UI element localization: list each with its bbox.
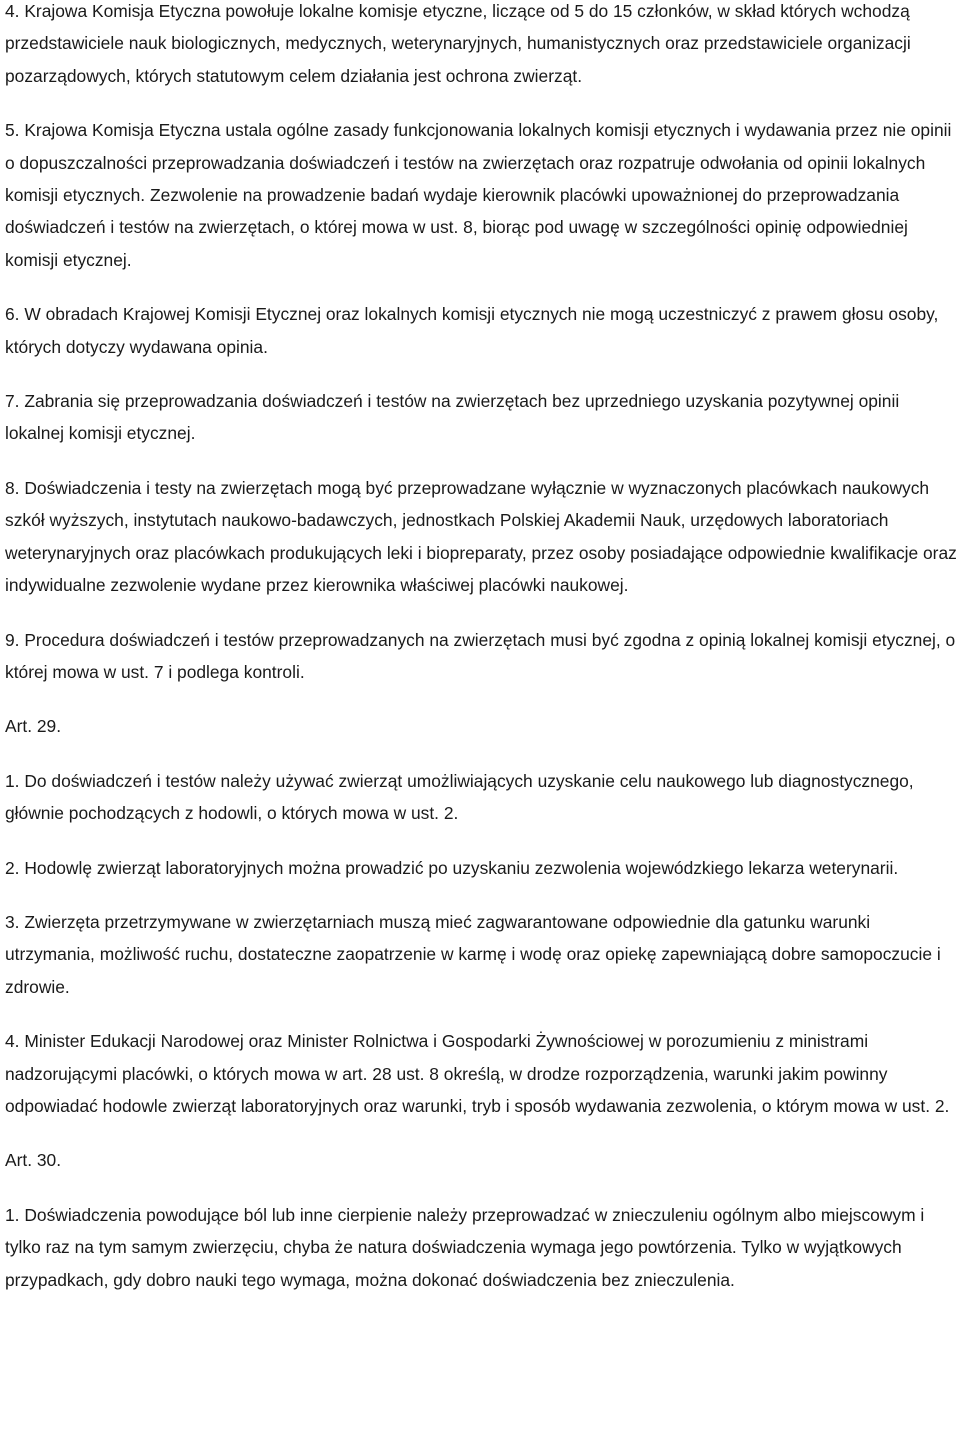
paragraph-art28-ust9: 9. Procedura doświadczeń i testów przeprowadzanych na zwierzętach musi być zgodna z opinią lokalnej komisji etycznej, o której mowa w ust. 7 i podlega kontroli. (5, 629, 956, 682)
paragraph-art29-ust2: 2. Hodowlę zwierząt laboratoryjnych można prowadzić po uzyskaniu zezwolenia wojewódzkiego lekarza weterynarii. (5, 857, 899, 878)
paragraph-art30-ust1: 1. Doświadczenia powodujące ból lub inne cierpienie należy przeprowadzać w znieczuleniu ogólnym albo miejscowym i tylko raz na tym samym zwierzęciu, chyba że natura doświadczenia wymaga jego powtórzenia. Tylko w wyjątkowych przypadkach, gdy dobro nauki tego wymaga, można dokonać doświadczenia bez znieczulenia. (5, 1204, 925, 1290)
article-heading-30: Art. 30. (5, 1150, 62, 1171)
paragraph-art28-ust6: 6. W obradach Krajowej Komisji Etycznej oraz lokalnych komisji etycznych nie mogą uczestniczyć z prawem głosu osoby, których dotyczy wydawana opinia. (5, 304, 939, 357)
document-page (5, 0, 957, 1296)
paragraph-art28-ust4: 4. Krajowa Komisja Etyczna powołuje lokalne komisje etyczne, liczące od 5 do 15 członków, w skład których wchodzą przedstawiciele nauk biologicznych, medycznych, weterynaryjnych, humanistycznych oraz przedstawiciele organizacji pozarządowych, których statutowym celem działania jest ochrona zwierząt. (5, 1, 911, 86)
paragraph-art28-ust5: 5. Krajowa Komisja Etyczna ustala ogólne zasady funkcjonowania lokalnych komisji etycznych i wydawania przez nie opinii o dopuszczalności przeprowadzania doświadczeń i testów na zwierzętach oraz rozpatruje odwołania od opinii lokalnych komisji etycznych. Zezwolenie na prowadzenie badań wydaje kierownik placówki upoważnionej do przeprowadzania doświadczeń i testów na zwierzętach, o której mowa w ust. 8, biorąc pod uwagę w szczególności opinię odpowiedniej komisji etycznej. (5, 120, 952, 270)
paragraph-art29-ust3: 3. Zwierzęta przetrzymywane w zwierzętarniach muszą mieć zagwarantowane odpowiednie dla gatunku warunki utrzymania, możliwość ruchu, dostateczne zaopatrzenie w karmę i wodę oraz opiekę zapewniającą dobre samopoczucie i zdrowie. (5, 911, 941, 997)
paragraph-art29-ust1: 1. Do doświadczeń i testów należy używać zwierząt umożliwiających uzyskanie celu naukowego lub diagnostycznego, głównie pochodzących z hodowli, o których mowa w ust. 2. (5, 770, 914, 824)
paragraph-art29-ust4: 4. Minister Edukacji Narodowej oraz Minister Rolnictwa i Gospodarki Żywnościowej w porozumieniu z ministrami nadzorującymi placówki, o których mowa w art. 28 ust. 8 określą, w drodze rozporządzenia, warunki jakim powinny odpowiadać hodowle zwierząt laboratoryjnych oraz warunki, tryb i sposób wydawania zezwolenia, o którym mowa w ust. 2. (5, 1031, 950, 1116)
article-heading-29: Art. 29. (5, 716, 62, 737)
paragraph-art28-ust8: 8. Doświadczenia i testy na zwierzętach mogą być przeprowadzane wyłącznie w wyznaczonych placówkach naukowych szkół wyższych, instytutach naukowo-badawczych, jednostkach Polskiej Akademii Nauk, urzędowych laboratoriach weterynaryjnych oraz placówkach produkujących leki i biopreparaty, przez osoby posiadające odpowiednie kwalifikacje oraz indywidualne zezwolenie wydane przez kierownika właściwej placówki naukowej. (5, 477, 957, 596)
paragraph-art28-ust7: 7. Zabrania się przeprowadzania doświadczeń i testów na zwierzętach bez uprzedniego uzyskania pozytywnej opinii lokalnej komisji etycznej. (5, 391, 900, 444)
